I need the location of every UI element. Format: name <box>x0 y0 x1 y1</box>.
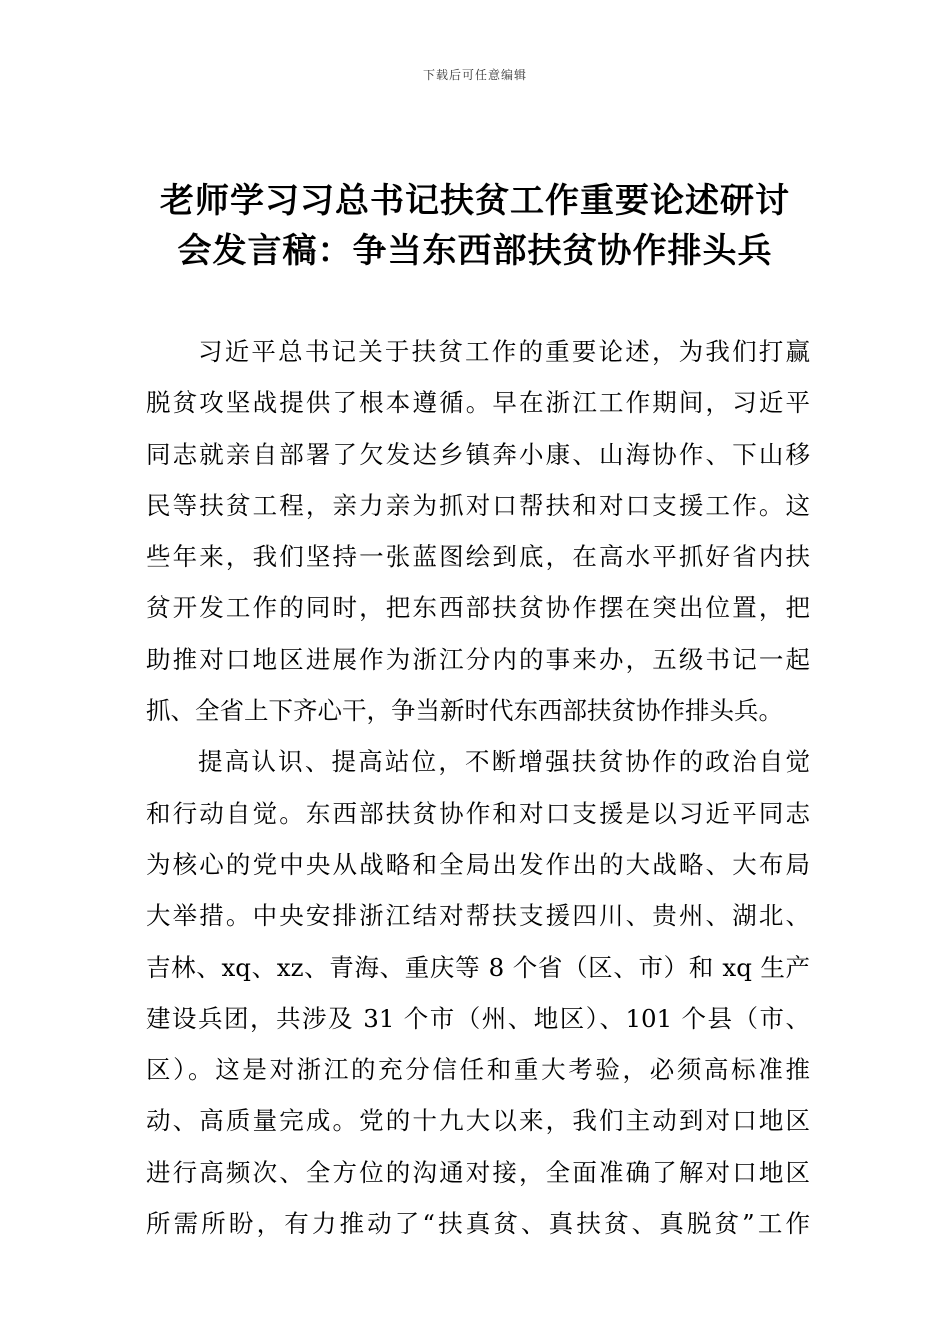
text-line: 吉林、xq、xz、青海、重庆等 8 个省（区、市）和 xq 生产 <box>146 952 810 982</box>
text-line: 和行动自觉。东西部扶贫协作和对口支援是以习近平同志 <box>146 798 810 828</box>
text-line: 所需所盼，有力推动了“扶真贫、真扶贫、真脱贫”工作 <box>146 1209 810 1239</box>
header-note: 下载后可任意编辑 <box>422 68 527 82</box>
text-line: 建设兵团，共涉及 31 个市（州、地区）、101 个县（市、 <box>146 1003 810 1033</box>
document-title <box>140 176 810 276</box>
text-line: 民等扶贫工程，亲力亲为抓对口帮扶和对口支援工作。这 <box>146 490 810 520</box>
text-line: 为核心的党中央从战略和全局出发作出的大战略、大布局 <box>146 849 810 879</box>
text-line: 助推对口地区进展作为浙江分内的事来办，五级书记一起 <box>146 644 810 674</box>
text-line: 贫开发工作的同时，把东西部扶贫协作摆在突出位置，把 <box>146 593 810 623</box>
text-line: 区）。这是对浙江的充分信任和重大考验，必须高标准推 <box>146 1055 810 1085</box>
paragraph-1 <box>146 326 810 736</box>
paragraph-2 <box>146 736 810 1249</box>
text-line: 同志就亲自部署了欠发达乡镇奔小康、山海协作、下山移 <box>146 439 810 469</box>
text-line: 提高认识、提高站位，不断增强扶贫协作的政治自觉 <box>198 747 810 777</box>
document-body <box>146 326 810 1249</box>
text-line: 动、高质量完成。党的十九大以来，我们主动到对口地区 <box>146 1106 810 1136</box>
text-line: 些年来，我们坚持一张蓝图绘到底，在高水平抓好省内扶 <box>146 542 810 572</box>
text-line: 脱贫攻坚战提供了根本遵循。早在浙江工作期间，习近平 <box>146 388 810 418</box>
text-line: 习近平总书记关于扶贫工作的重要论述，为我们打赢 <box>198 337 810 366</box>
title-line-1: 老师学习习总书记扶贫工作重要论述研讨 <box>160 181 790 221</box>
title-line-2: 会发言稿：争当东西部扶贫协作排头兵 <box>177 231 773 271</box>
text-line: 进行高频次、全方位的沟通对接，全面准确了解对口地区 <box>146 1157 810 1187</box>
text-line: 抓、全省上下齐心干，争当新时代东西部扶贫协作排头兵。 <box>146 696 783 726</box>
text-line: 大举措。中央安排浙江结对帮扶支援四川、贵州、湖北、 <box>146 901 810 931</box>
